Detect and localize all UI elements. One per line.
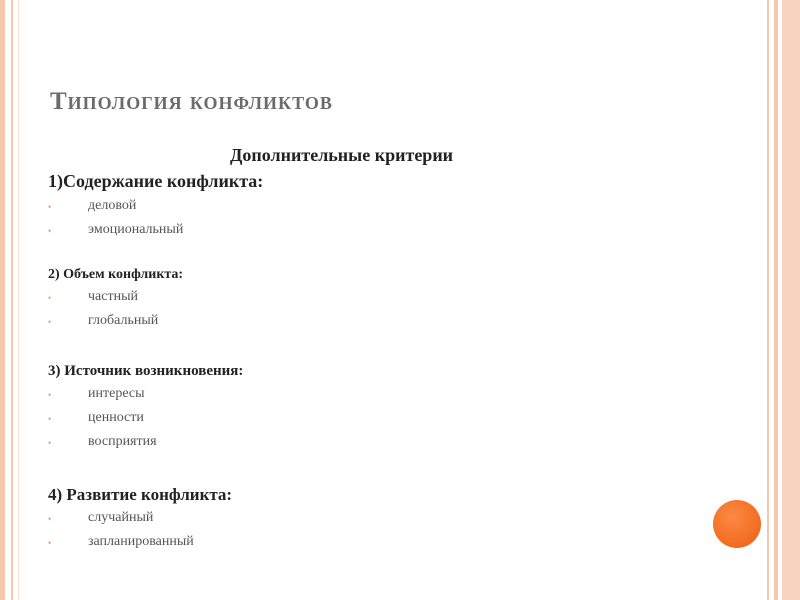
bullet-icon: • (48, 514, 52, 524)
bullet-icon: • (48, 414, 52, 424)
bullet-icon: • (48, 202, 52, 212)
section-heading-source: 3) Источник возникновения: (48, 363, 244, 379)
decorative-circle-icon (713, 500, 761, 548)
right-border-stripe (774, 0, 778, 600)
bullet-icon: • (48, 538, 52, 548)
section-heading-scope: 2) Объем конфликта: (48, 267, 184, 282)
right-border-stripe (767, 0, 769, 600)
left-border-stripe (11, 0, 13, 600)
left-border-stripe (18, 0, 19, 600)
bullet-icon: • (48, 293, 52, 303)
bullet-icon: • (48, 317, 52, 327)
bullet-icon: • (48, 438, 52, 448)
section-heading-development: 4) Развитие конфликта: (48, 485, 233, 504)
bullet-icon: • (48, 390, 52, 400)
section-heading-content: 1)Содержание конфликта: (48, 171, 264, 191)
bullet-icon: • (48, 226, 52, 236)
left-border-stripe (0, 0, 5, 600)
slide-subtitle: Дополнительные критерии (230, 145, 454, 165)
right-border-stripe (782, 0, 800, 600)
slide-title: Типология конфликтов (50, 88, 333, 115)
